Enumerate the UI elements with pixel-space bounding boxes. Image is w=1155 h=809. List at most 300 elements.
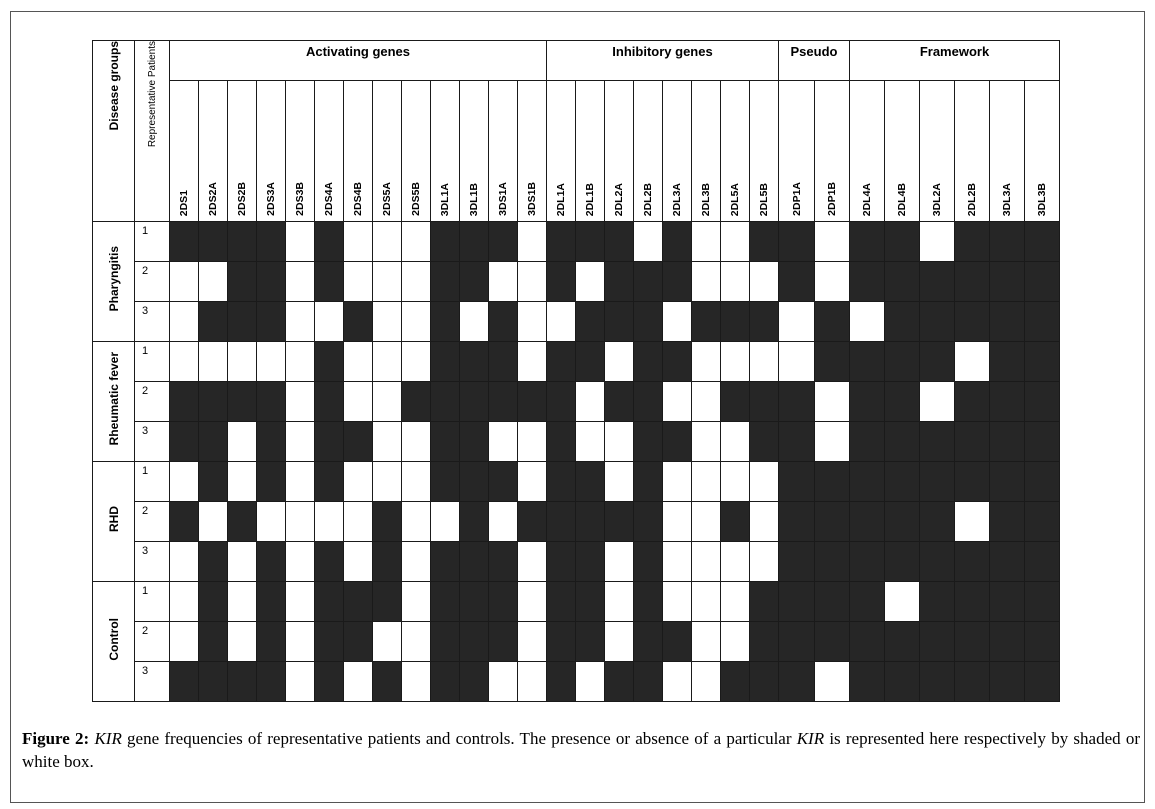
patient-row (93, 502, 1060, 542)
gene-present-cell (955, 382, 990, 422)
gene-absent-cell (315, 302, 344, 342)
patient-row (93, 262, 1060, 302)
gene-absent-cell (402, 342, 431, 382)
gene-absent-cell (721, 262, 750, 302)
gene-name-label: 2DS5A (381, 182, 393, 216)
gene-absent-cell (663, 302, 692, 342)
gene-absent-cell (721, 222, 750, 262)
gene-present-cell (257, 662, 286, 702)
gene-absent-cell (373, 342, 402, 382)
gene-present-cell (955, 662, 990, 702)
gene-present-cell (1025, 262, 1060, 302)
gene-column-header (170, 81, 199, 222)
gene-present-cell (663, 422, 692, 462)
figure-caption (22, 727, 1140, 773)
gene-absent-cell (286, 302, 315, 342)
gene-absent-cell (576, 662, 605, 702)
gene-present-cell (460, 342, 489, 382)
gene-present-cell (850, 502, 885, 542)
gene-absent-cell (170, 582, 199, 622)
gene-present-cell (920, 502, 955, 542)
gene-absent-cell (344, 662, 373, 702)
gene-absent-cell (344, 342, 373, 382)
caption-label: Figure 2: (22, 729, 90, 748)
gene-present-cell (547, 422, 576, 462)
gene-present-cell (885, 662, 920, 702)
gene-absent-cell (815, 222, 850, 262)
gene-present-cell (1025, 502, 1060, 542)
gene-present-cell (850, 622, 885, 662)
disease-group-cell (93, 342, 135, 462)
gene-column-header (1025, 81, 1060, 222)
gene-absent-cell (692, 422, 721, 462)
gene-present-cell (920, 302, 955, 342)
gene-present-cell (850, 542, 885, 582)
gene-name-label: 3DS1A (497, 182, 509, 216)
gene-present-cell (431, 342, 460, 382)
gene-absent-cell (920, 382, 955, 422)
gene-absent-cell (199, 262, 228, 302)
gene-absent-cell (605, 422, 634, 462)
gene-present-cell (489, 222, 518, 262)
gene-present-cell (402, 382, 431, 422)
gene-absent-cell (286, 622, 315, 662)
gene-absent-cell (199, 342, 228, 382)
gene-name-label: 3DL1A (439, 182, 451, 216)
gene-column-header (920, 81, 955, 222)
gene-absent-cell (286, 382, 315, 422)
gene-absent-cell (315, 502, 344, 542)
gene-present-cell (460, 462, 489, 502)
gene-present-cell (920, 462, 955, 502)
gene-present-cell (1025, 542, 1060, 582)
gene-present-cell (815, 302, 850, 342)
representative-patients-label: Representative Patients (146, 41, 158, 148)
gene-present-cell (990, 622, 1025, 662)
gene-present-cell (605, 382, 634, 422)
gene-present-cell (576, 462, 605, 502)
gene-name-label: 2DL5B (758, 182, 770, 216)
gene-present-cell (431, 462, 460, 502)
gene-absent-cell (605, 342, 634, 382)
gene-present-cell (576, 222, 605, 262)
gene-absent-cell (518, 302, 547, 342)
gene-present-cell (634, 622, 663, 662)
gene-present-cell (1025, 302, 1060, 342)
gene-present-cell (815, 342, 850, 382)
caption-term-kir: KIR (94, 729, 122, 748)
patient-number: 3 (135, 662, 170, 702)
gene-present-cell (1025, 222, 1060, 262)
gene-present-cell (885, 462, 920, 502)
gene-present-cell (199, 542, 228, 582)
gene-absent-cell (576, 262, 605, 302)
gene-absent-cell (402, 622, 431, 662)
patient-row (93, 662, 1060, 702)
gene-present-cell (990, 542, 1025, 582)
gene-present-cell (955, 222, 990, 262)
gene-present-cell (663, 222, 692, 262)
gene-absent-cell (431, 502, 460, 542)
gene-present-cell (315, 382, 344, 422)
gene-absent-cell (663, 382, 692, 422)
gene-present-cell (431, 582, 460, 622)
gene-absent-cell (547, 302, 576, 342)
gene-name-label: 3DL2A (931, 182, 943, 216)
gene-absent-cell (885, 582, 920, 622)
gene-present-cell (721, 382, 750, 422)
gene-present-cell (489, 622, 518, 662)
gene-present-cell (779, 422, 815, 462)
kir-gene-table (92, 40, 1060, 702)
gene-name-label: 2DL2A (613, 182, 625, 216)
gene-absent-cell (373, 382, 402, 422)
gene-present-cell (721, 662, 750, 702)
gene-present-cell (1025, 342, 1060, 382)
gene-absent-cell (750, 262, 779, 302)
gene-present-cell (920, 582, 955, 622)
patient-number: 1 (135, 462, 170, 502)
gene-column-header (199, 81, 228, 222)
gene-present-cell (634, 342, 663, 382)
gene-name-label: 3DS1B (526, 182, 538, 216)
patient-row (93, 462, 1060, 502)
gene-present-cell (750, 662, 779, 702)
disease-group-label: Rheumatic fever (106, 352, 121, 446)
patient-number: 1 (135, 222, 170, 262)
gene-present-cell (779, 502, 815, 542)
gene-column-header (257, 81, 286, 222)
gene-present-cell (990, 222, 1025, 262)
gene-present-cell (315, 222, 344, 262)
gene-present-cell (170, 382, 199, 422)
gene-absent-cell (815, 422, 850, 462)
gene-column-header (605, 81, 634, 222)
disease-group-cell (93, 582, 135, 702)
gene-absent-cell (460, 302, 489, 342)
gene-present-cell (750, 382, 779, 422)
gene-column-header (634, 81, 663, 222)
gene-present-cell (1025, 582, 1060, 622)
gene-present-cell (257, 302, 286, 342)
gene-group-header: Inhibitory genes (547, 41, 779, 81)
gene-column-header (315, 81, 344, 222)
gene-absent-cell (692, 662, 721, 702)
gene-absent-cell (170, 262, 199, 302)
gene-absent-cell (721, 542, 750, 582)
gene-absent-cell (721, 422, 750, 462)
gene-present-cell (1025, 622, 1060, 662)
gene-absent-cell (344, 262, 373, 302)
gene-name-label: 2DS2A (207, 182, 219, 216)
gene-name-label: 3DL3A (1001, 182, 1013, 216)
gene-absent-cell (402, 222, 431, 262)
gene-absent-cell (663, 542, 692, 582)
gene-absent-cell (779, 302, 815, 342)
gene-present-cell (605, 222, 634, 262)
gene-absent-cell (286, 502, 315, 542)
gene-present-cell (489, 302, 518, 342)
gene-present-cell (315, 542, 344, 582)
gene-absent-cell (489, 422, 518, 462)
gene-present-cell (228, 262, 257, 302)
gene-absent-cell (750, 542, 779, 582)
gene-present-cell (228, 222, 257, 262)
gene-absent-cell (489, 662, 518, 702)
gene-present-cell (955, 582, 990, 622)
gene-present-cell (990, 462, 1025, 502)
gene-present-cell (315, 462, 344, 502)
gene-present-cell (1025, 462, 1060, 502)
gene-present-cell (815, 502, 850, 542)
gene-column-header (692, 81, 721, 222)
gene-present-cell (885, 302, 920, 342)
gene-column-header (373, 81, 402, 222)
patient-row (93, 302, 1060, 342)
gene-present-cell (663, 622, 692, 662)
gene-present-cell (815, 462, 850, 502)
gene-present-cell (431, 662, 460, 702)
gene-absent-cell (402, 582, 431, 622)
gene-present-cell (663, 262, 692, 302)
gene-column-header (885, 81, 920, 222)
gene-present-cell (257, 422, 286, 462)
disease-group-cell (93, 222, 135, 342)
gene-present-cell (228, 302, 257, 342)
gene-present-cell (344, 302, 373, 342)
gene-present-cell (199, 582, 228, 622)
gene-present-cell (460, 582, 489, 622)
gene-absent-cell (605, 582, 634, 622)
gene-present-cell (199, 462, 228, 502)
patient-number: 3 (135, 422, 170, 462)
gene-present-cell (990, 342, 1025, 382)
gene-present-cell (576, 622, 605, 662)
gene-present-cell (460, 662, 489, 702)
gene-present-cell (779, 542, 815, 582)
disease-groups-header (93, 41, 135, 222)
gene-absent-cell (286, 582, 315, 622)
gene-column-header (955, 81, 990, 222)
gene-present-cell (634, 462, 663, 502)
gene-present-cell (634, 542, 663, 582)
gene-present-cell (920, 422, 955, 462)
gene-present-cell (955, 462, 990, 502)
caption-term-kir-2: KIR (796, 729, 825, 748)
gene-present-cell (460, 502, 489, 542)
gene-present-cell (373, 542, 402, 582)
gene-absent-cell (779, 342, 815, 382)
gene-present-cell (257, 262, 286, 302)
gene-present-cell (779, 382, 815, 422)
gene-absent-cell (518, 222, 547, 262)
gene-name-label: 2DS3B (294, 182, 306, 216)
gene-name-label: 2DL2B (642, 182, 654, 216)
gene-present-cell (605, 302, 634, 342)
gene-present-cell (779, 262, 815, 302)
gene-present-cell (170, 662, 199, 702)
gene-present-cell (315, 422, 344, 462)
gene-present-cell (460, 542, 489, 582)
patient-row (93, 222, 1060, 262)
gene-absent-cell (692, 622, 721, 662)
disease-group-label: RHD (106, 506, 121, 532)
disease-group-label: Pharyngitis (106, 246, 121, 312)
gene-column-header (402, 81, 431, 222)
gene-absent-cell (605, 462, 634, 502)
gene-present-cell (990, 382, 1025, 422)
gene-present-cell (576, 342, 605, 382)
gene-present-cell (885, 222, 920, 262)
gene-absent-cell (721, 342, 750, 382)
gene-absent-cell (228, 582, 257, 622)
gene-present-cell (1025, 422, 1060, 462)
gene-absent-cell (228, 342, 257, 382)
gene-absent-cell (634, 222, 663, 262)
gene-absent-cell (489, 502, 518, 542)
gene-name-label: 2DL2B (966, 182, 978, 216)
gene-absent-cell (955, 502, 990, 542)
gene-present-cell (990, 302, 1025, 342)
gene-present-cell (431, 622, 460, 662)
gene-present-cell (547, 502, 576, 542)
gene-absent-cell (605, 542, 634, 582)
gene-present-cell (170, 422, 199, 462)
gene-absent-cell (402, 262, 431, 302)
gene-present-cell (460, 422, 489, 462)
gene-present-cell (489, 582, 518, 622)
gene-present-cell (576, 302, 605, 342)
gene-absent-cell (850, 302, 885, 342)
gene-absent-cell (518, 542, 547, 582)
gene-absent-cell (402, 502, 431, 542)
gene-present-cell (634, 382, 663, 422)
gene-name-label: 2DL3A (671, 182, 683, 216)
gene-absent-cell (692, 342, 721, 382)
gene-present-cell (885, 422, 920, 462)
gene-absent-cell (286, 662, 315, 702)
gene-present-cell (990, 422, 1025, 462)
gene-absent-cell (605, 622, 634, 662)
gene-absent-cell (170, 302, 199, 342)
gene-absent-cell (402, 542, 431, 582)
gene-column-header (779, 81, 815, 222)
gene-present-cell (257, 582, 286, 622)
gene-absent-cell (955, 342, 990, 382)
gene-present-cell (547, 382, 576, 422)
gene-present-cell (955, 542, 990, 582)
gene-present-cell (721, 302, 750, 342)
gene-group-header: Pseudo (779, 41, 850, 81)
gene-name-label: 2DS1 (178, 189, 190, 216)
gene-absent-cell (373, 262, 402, 302)
gene-present-cell (199, 382, 228, 422)
gene-present-cell (634, 262, 663, 302)
caption-text-2: is represented here respectively by shaded or white box. (22, 729, 1141, 771)
gene-column-header (576, 81, 605, 222)
gene-present-cell (547, 542, 576, 582)
gene-absent-cell (815, 262, 850, 302)
gene-absent-cell (663, 662, 692, 702)
gene-present-cell (489, 462, 518, 502)
gene-column-header (850, 81, 885, 222)
gene-present-cell (850, 422, 885, 462)
gene-present-cell (228, 662, 257, 702)
gene-absent-cell (750, 462, 779, 502)
gene-present-cell (373, 582, 402, 622)
gene-absent-cell (286, 222, 315, 262)
gene-present-cell (815, 542, 850, 582)
gene-column-header (228, 81, 257, 222)
gene-present-cell (547, 342, 576, 382)
gene-absent-cell (692, 462, 721, 502)
gene-present-cell (750, 302, 779, 342)
gene-present-cell (518, 502, 547, 542)
gene-present-cell (815, 622, 850, 662)
gene-present-cell (663, 342, 692, 382)
patient-row (93, 422, 1060, 462)
gene-absent-cell (286, 262, 315, 302)
gene-present-cell (257, 542, 286, 582)
gene-absent-cell (228, 422, 257, 462)
gene-name-label: 3DL1B (468, 182, 480, 216)
gene-present-cell (634, 502, 663, 542)
gene-absent-cell (518, 582, 547, 622)
gene-present-cell (750, 422, 779, 462)
gene-absent-cell (344, 542, 373, 582)
gene-present-cell (850, 262, 885, 302)
patient-row (93, 582, 1060, 622)
patient-number: 2 (135, 262, 170, 302)
gene-present-cell (576, 582, 605, 622)
gene-present-cell (850, 382, 885, 422)
gene-present-cell (373, 502, 402, 542)
gene-present-cell (692, 302, 721, 342)
gene-absent-cell (920, 222, 955, 262)
patient-number: 1 (135, 342, 170, 382)
gene-absent-cell (576, 382, 605, 422)
gene-absent-cell (257, 502, 286, 542)
gene-present-cell (344, 622, 373, 662)
gene-absent-cell (489, 262, 518, 302)
gene-absent-cell (373, 462, 402, 502)
gene-present-cell (576, 502, 605, 542)
gene-present-cell (547, 622, 576, 662)
gene-column-header (286, 81, 315, 222)
gene-present-cell (955, 622, 990, 662)
gene-column-header (721, 81, 750, 222)
gene-present-cell (885, 542, 920, 582)
gene-absent-cell (663, 582, 692, 622)
gene-absent-cell (692, 382, 721, 422)
gene-absent-cell (750, 502, 779, 542)
gene-name-label: 2DS4B (352, 182, 364, 216)
gene-absent-cell (286, 342, 315, 382)
gene-present-cell (460, 222, 489, 262)
gene-name-label: 2DS3A (265, 182, 277, 216)
gene-present-cell (885, 502, 920, 542)
gene-absent-cell (692, 542, 721, 582)
gene-absent-cell (721, 622, 750, 662)
gene-present-cell (920, 662, 955, 702)
gene-present-cell (920, 262, 955, 302)
gene-present-cell (199, 622, 228, 662)
gene-present-cell (228, 382, 257, 422)
patient-number: 2 (135, 622, 170, 662)
gene-absent-cell (344, 502, 373, 542)
gene-absent-cell (815, 662, 850, 702)
gene-absent-cell (344, 382, 373, 422)
